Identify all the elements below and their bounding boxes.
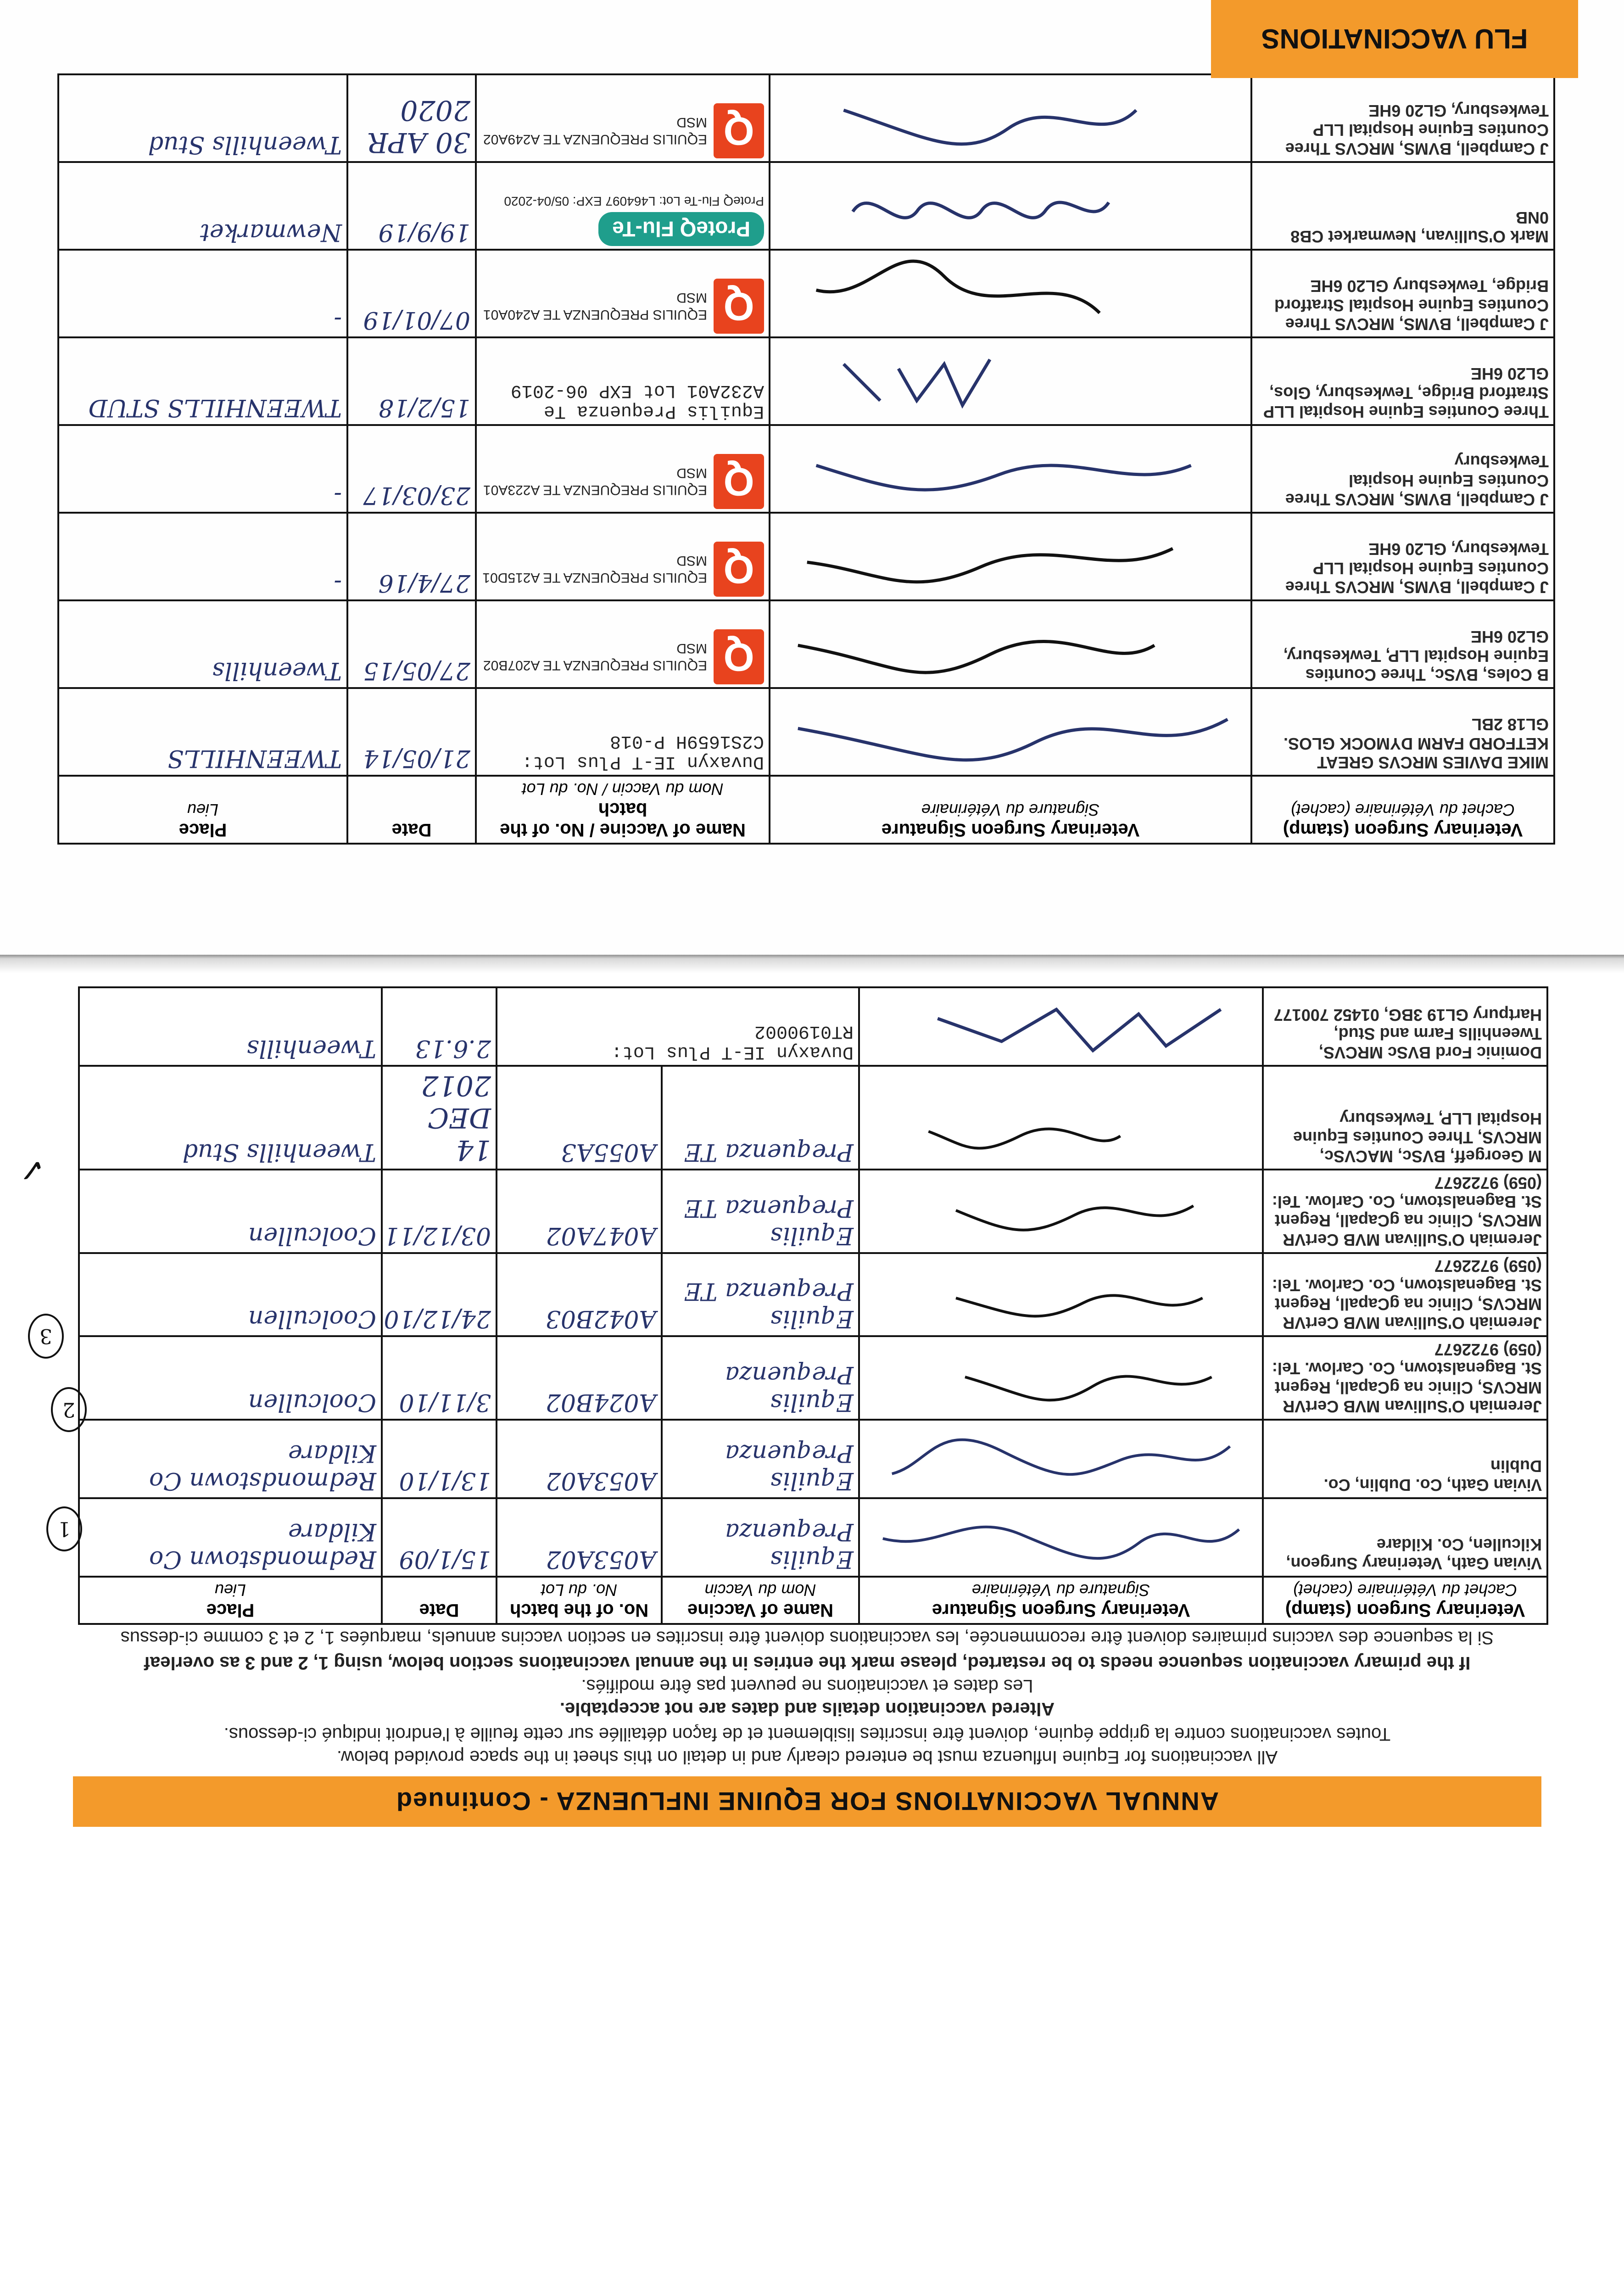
q-logo-icon: Q: [714, 279, 764, 334]
intro-line: Altered vaccination details and dates are not acceptable.: [559, 1699, 1055, 1719]
vaccine-name: Equilis Prequenza: [662, 1498, 859, 1577]
vaccination-place: Redmondstown Co Kildare: [79, 1498, 382, 1577]
table-header-row: [79, 1577, 1547, 1624]
vaccination-place: Coolcullen: [79, 1253, 382, 1337]
vaccine-name: Equilis Prequenza TE: [662, 1170, 859, 1253]
table-row: [58, 74, 1554, 162]
header-signature: Veterinary Surgeon Signature Signature du Vétérinaire: [859, 1577, 1263, 1624]
table-row: [58, 250, 1554, 337]
vet-stamp: J Campbell, BVMS, MRCVS Three Counties Equine Hospital LLP Tewkesbury, GL20 6HE: [1251, 74, 1554, 162]
vaccination-date: 3/11/10: [382, 1336, 497, 1420]
vaccination-place: Tweenhills: [79, 987, 382, 1066]
vet-signature: [770, 74, 1251, 162]
vaccine-label: ProteQ Flu-Te ProteQ Flu-Te Lot: L464097 EXP: 05/04-2020: [476, 162, 770, 250]
vet-stamp: Three Counties Equine Hospital LLP Stratford Bridge, Tewkesbury, Glos, GL20 6HE: [1251, 337, 1554, 425]
vet-signature: [859, 987, 1263, 1066]
batch-number: A024B02: [497, 1336, 662, 1420]
vet-signature: [770, 250, 1251, 337]
q-logo-icon: Q: [714, 103, 764, 158]
header-signature: Veterinary Surgeon Signature Signature du Vétérinaire: [770, 776, 1251, 844]
vaccination-place: -: [58, 425, 347, 513]
header-date: Date: [382, 1577, 497, 1624]
intro-line: If the primary vaccination sequence needs to be restarted, please mark the entries in the annual vaccinations section below, using 1, 2 and 3 as overleaf: [144, 1653, 1471, 1673]
header-vaccine-batch: Name of Vaccine / No. of the batch Nom du Vaccin / No. du Lot: [476, 776, 770, 844]
flu-vaccinations-table: [57, 73, 1555, 845]
vaccination-date: 27/05/15: [347, 600, 476, 688]
vet-signature: [859, 1066, 1263, 1170]
annual-vaccinations-page: [0, 964, 1624, 2295]
batch-number: A053A02: [497, 1498, 662, 1577]
vaccine-name: Equilis Prequenza TE: [662, 1253, 859, 1337]
batch-number: A047A02: [497, 1170, 662, 1253]
vaccination-date: 30 APR 2020: [347, 74, 476, 162]
vet-stamp: J Campbell, BVMS, MRCVS Three Counties Equine Hospital LLP Tewkesbury, GL20 6HE: [1251, 513, 1554, 600]
restart-marker: 2: [51, 1387, 87, 1432]
annual-banner: ANNUAL VACCINATIONS FOR EQUINE INFLUENZA - Continued: [73, 1776, 1541, 1827]
vaccination-date: 21/05/14: [347, 688, 476, 776]
vaccine-name: Equilis Prequenza: [662, 1336, 859, 1420]
batch-number: A055A3: [497, 1066, 662, 1170]
batch-number: A042B03: [497, 1253, 662, 1337]
intro-line: All vaccinations for Equine Influenza must be entered clearly and in detail on this sheet in the space provided below.: [336, 1747, 1278, 1767]
header-batch: No. of the batch No. du Lot: [497, 1577, 662, 1624]
vaccination-date: 24/12/10: [382, 1253, 497, 1337]
check-mark-icon: ✓: [18, 1152, 45, 1188]
vet-stamp: Jeremiah O'Sullivan MVB CertVR MRCVS, Clinic na gCapall, Regent St. Bagenalstown, Co. Carlow. Tel: (059) 9722677: [1263, 1170, 1547, 1253]
vaccination-place: Coolcullen: [79, 1170, 382, 1253]
vet-stamp: Vivian Gath, Co. Dublin, Co. Dublin: [1263, 1420, 1547, 1498]
vaccination-place: TWEENHILLS: [58, 688, 347, 776]
restart-marker: 3: [28, 1314, 64, 1359]
vaccine-name: Equilis Prequenza: [662, 1420, 859, 1498]
vaccination-place: Tweenhills Stud: [58, 74, 347, 162]
intro-line: Toutes vaccinations contre la grippe équine, doivent être inscrites lisiblement et de façon détaillée sur cette feuille à l'endroit indiqué ci-dessous.: [223, 1724, 1391, 1744]
vet-signature: [859, 1170, 1263, 1253]
vaccination-place: TWEENHILLS STUD: [58, 337, 347, 425]
flu-vaccinations-page: [0, 0, 1624, 955]
vaccine-label: Q EQUILIS PREQUENZA TE A240A01 MSD: [476, 250, 770, 337]
q-logo-icon: Q: [714, 542, 764, 597]
restart-marker: 1: [46, 1506, 82, 1551]
q-logo-icon: Q: [714, 454, 764, 509]
vet-signature: [770, 600, 1251, 688]
vet-signature: [770, 513, 1251, 600]
header-place: Place Lieu: [58, 776, 347, 844]
vaccination-date: 13/1/10: [382, 1420, 497, 1498]
table-row: [58, 688, 1554, 776]
vaccination-date: 19/9/19: [347, 162, 476, 250]
table-row: [79, 1498, 1547, 1577]
vaccination-date: 27/4/16: [347, 513, 476, 600]
vet-stamp: J Campbell, BVMS, MRCVS Three Counties Equine Hospital Stratford Bridge, Tewkesbury GL20 6HE: [1251, 250, 1554, 337]
table-row: [58, 600, 1554, 688]
intro-line: Les dates et vaccinations ne peuvent pas être modifiés.: [581, 1676, 1033, 1696]
table-row: [79, 1336, 1547, 1420]
vaccination-date: 14 DEC 2012: [382, 1066, 497, 1170]
vaccine-label: Q EQUILIS PREQUENZA TE A223A01 MSD: [476, 425, 770, 513]
vet-stamp: MIKE DAVIES MRCVS GREAT KETFORD FARM DYMOCK GLOS. GL18 2BL: [1251, 688, 1554, 776]
vet-stamp: Mark O'Sullivan, Newmarket CB8 0NB: [1251, 162, 1554, 250]
table-row: [79, 1170, 1547, 1253]
vet-signature: [770, 688, 1251, 776]
vaccination-place: -: [58, 513, 347, 600]
vaccination-place: -: [58, 250, 347, 337]
vaccination-date: 15/2/18: [347, 337, 476, 425]
vet-signature: [859, 1253, 1263, 1337]
vet-stamp: M Georgeff, BVSc, MACVSc, MRCVS, Three Counties Equine Hospital LLP, Tewkesbury: [1263, 1066, 1547, 1170]
flu-banner: FLU VACCINATIONS: [1211, 0, 1578, 78]
vaccination-place: Tweenhills Stud: [79, 1066, 382, 1170]
proteq-flu-te-label: ProteQ Flu-Te: [598, 212, 764, 246]
header-stamp: Veterinary Surgeon (stamp) Cachet du Vétérinaire (cachet): [1251, 776, 1554, 844]
vaccine-label: Equilis Prequenza Te A232A01 Lot EXP 06-2019: [476, 337, 770, 425]
vet-stamp: B Coles, BVSc, Three Counties Equine Hospital LLP, Tewkesbury, GL20 6HE: [1251, 600, 1554, 688]
annual-vaccinations-table: [78, 986, 1548, 1625]
vet-stamp: J Campbell, BVMS, MRCVS Three Counties Equine Hospital Tewkesbury: [1251, 425, 1554, 513]
table-row: [79, 1253, 1547, 1337]
header-stamp: Veterinary Surgeon (stamp) Cachet du Vétérinaire (cachet): [1263, 1577, 1547, 1624]
vaccination-place: Tweenhills: [58, 600, 347, 688]
header-date: Date: [347, 776, 476, 844]
vaccine-label: Duvaxyn IE-T Plus Lot: C2S1659H P-018: [476, 688, 770, 776]
vaccine-label: Q EQUILIS PREQUENZA TE A215D01 MSD: [476, 513, 770, 600]
table-header-row: [58, 776, 1554, 844]
vet-signature: [770, 337, 1251, 425]
vet-signature: [770, 162, 1251, 250]
vet-stamp: Vivian Gath, Veterinary Surgeon, Kilcullen, Co. Kildare: [1263, 1498, 1547, 1577]
vaccination-place: Coolcullen: [79, 1336, 382, 1420]
vaccine-label: Q EQUILIS PREQUENZA TE A249A02 MSD: [476, 74, 770, 162]
intro-line: Si la sequence des vaccins primaires doivent être recommencée, les vaccinations doivent être inscrites en section vaccins annuels, marquées 1, 2 et 3 comme ci-dessus: [120, 1628, 1494, 1648]
vet-signature: [859, 1336, 1263, 1420]
table-row: [79, 1420, 1547, 1498]
table-row: [58, 425, 1554, 513]
batch-number: A053A02: [497, 1420, 662, 1498]
vaccination-date: 23/03/17: [347, 425, 476, 513]
table-row: [79, 1066, 1547, 1170]
vaccination-date: 07/01/19: [347, 250, 476, 337]
header-place: Place Lieu: [79, 1577, 382, 1624]
vet-stamp: Dominic Ford BVSc MRCVS, Tweenhills Farm and Stud, Hartpury GL19 3BG, 01452 700177: [1263, 987, 1547, 1066]
q-logo-icon: Q: [714, 629, 764, 684]
vet-stamp: Jeremiah O'Sullivan MVB CertVR MRCVS, Clinic na gCapall, Regent St. Bagenalstown, Co. Carlow. Tel: (059) 9722677: [1263, 1253, 1547, 1337]
vaccination-date: 15/1/09: [382, 1498, 497, 1577]
vaccination-date: 2.6.13: [382, 987, 497, 1066]
vet-signature: [859, 1420, 1263, 1498]
table-row: [79, 987, 1547, 1066]
header-vaccine: Name of Vaccine Nom du Vaccin: [662, 1577, 859, 1624]
vaccine-name: Duvaxyn IE-T Plus Lot: RT0190002: [497, 987, 859, 1066]
vaccine-name: Prequenza TE: [662, 1066, 859, 1170]
table-row: [58, 337, 1554, 425]
table-row: [58, 513, 1554, 600]
vet-signature: [859, 1498, 1263, 1577]
vaccination-place: Newmarket: [58, 162, 347, 250]
vaccination-place: Redmondstown Co Kildare: [79, 1420, 382, 1498]
vet-stamp: Jeremiah O'Sullivan MVB CertVR MRCVS, Clinic na gCapall, Regent St. Bagenalstown, Co. Carlow. Tel: (059) 9722677: [1263, 1336, 1547, 1420]
vaccine-label: Q EQUILIS PREQUENZA TE A207B02 MSD: [476, 600, 770, 688]
vaccination-date: 03/12/11: [382, 1170, 497, 1253]
table-row: [58, 162, 1554, 250]
vet-signature: [770, 425, 1251, 513]
